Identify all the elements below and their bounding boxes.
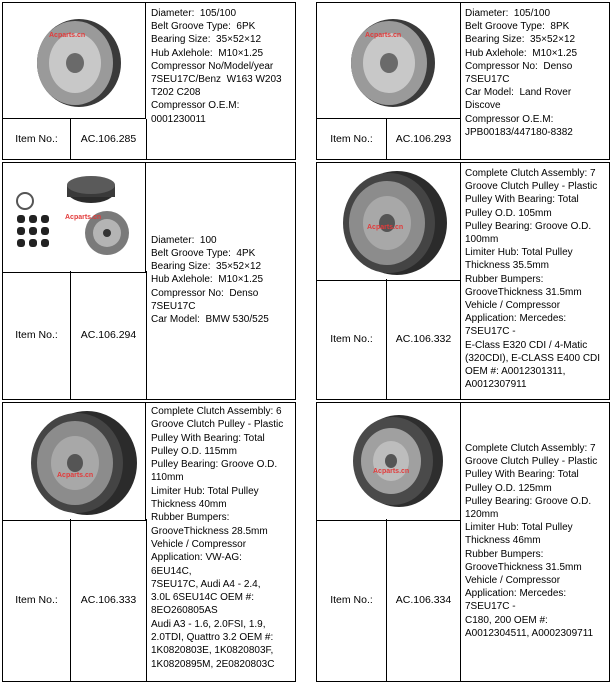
product-image-3 (3, 163, 146, 273)
spec-line: 7SEU17C (465, 74, 510, 86)
item-no-label: Item No.: (3, 519, 71, 681)
spec-line: Bearing Size: 35×52×12 (465, 34, 576, 46)
spec-line: Application: Mercedes: (465, 588, 567, 600)
spec-description (461, 163, 609, 399)
spec-line: GrooveThickness 28.5mm (151, 525, 268, 537)
spec-line: Pulley With Bearing: Total (465, 469, 579, 481)
spec-line: 1K0820895M, 2E0820803C (151, 658, 275, 670)
spec-line: Vehicle / Compressor (465, 300, 561, 312)
watermark-text: Acparts.cn (373, 468, 410, 475)
spec-line: Rubber Bumpers: (151, 512, 230, 524)
product-image-2 (317, 3, 461, 119)
watermark-text: Acparts.cn (65, 214, 102, 221)
spec-line: Limiter Hub: Total Pulley (151, 485, 259, 497)
spec-line: Rubber Bumpers: (465, 273, 544, 285)
spec-line: Compressor No: Denso (151, 287, 259, 299)
watermark-text: Acparts.cn (365, 32, 402, 39)
item-no-value: AC.106.294 (71, 271, 147, 399)
spec-line: Groove Clutch Pulley - Plastic (151, 419, 284, 431)
spec-line: 3.0L 6SEU14C OEM #: (151, 592, 255, 604)
spec-line: Pulley With Bearing: Total (465, 194, 579, 206)
spec-line: E-Class E320 CDI / 4-Matic (465, 339, 588, 351)
spec-line: Belt Groove Type: 8PK (465, 21, 570, 33)
item-no-value: AC.106.334 (387, 519, 461, 681)
product-image-4 (317, 163, 461, 281)
product-card-3 (2, 162, 296, 400)
spec-line: GrooveThickness 31.5mm (465, 561, 582, 573)
item-no-label: Item No.: (3, 119, 71, 159)
spec-line: Bearing Size: 35×52×12 (151, 34, 262, 46)
item-no-value: AC.106.332 (387, 279, 461, 399)
spec-line: Hub Axlehole: M10×1.25 (151, 47, 264, 59)
spec-line: Compressor O.E.M: (465, 113, 554, 125)
spec-line: 1K0820803E, 1K0820803F, (151, 645, 274, 657)
spec-line: Application: Mercedes: (465, 313, 567, 325)
spec-description (461, 3, 609, 159)
spec-line: Thickness 40mm (151, 499, 227, 511)
spec-line: JPB00183/447180-8382 (465, 126, 573, 138)
item-no-value: AC.106.293 (387, 119, 461, 159)
spec-line: Belt Groove Type: 6PK (151, 21, 256, 33)
spec-line: Rubber Bumpers: (465, 548, 544, 560)
spec-line: Compressor O.E.M: (151, 100, 240, 112)
item-no-label: Item No.: (3, 271, 71, 399)
product-card-2 (316, 2, 610, 160)
spec-description (461, 403, 609, 681)
product-card-6 (316, 402, 610, 682)
product-card-1 (2, 2, 296, 160)
spec-line: Thickness 46mm (465, 535, 541, 547)
product-image-5 (3, 403, 146, 521)
spec-line: Vehicle / Compressor (465, 575, 561, 586)
spec-line: Pulley Bearing: Groove O.D. (465, 220, 592, 232)
spec-line: 7SEU17C - (465, 601, 516, 613)
clutch-kit-icon (3, 163, 146, 273)
spec-line: Thickness 35.5mm (465, 260, 549, 272)
spec-line: Diameter: 105/100 (151, 8, 237, 19)
spec-line: 100mm (465, 234, 499, 246)
spec-line: C180, 200 OEM #: (465, 614, 548, 626)
spec-description (147, 163, 295, 399)
spec-line: Belt Groove Type: 4PK (151, 247, 256, 259)
spec-line: 120mm (465, 508, 499, 520)
clutch-pulley-icon (3, 403, 146, 521)
spec-line: A0012307911 (465, 379, 527, 391)
spec-line: T202 C208 (151, 87, 201, 99)
item-no-value: AC.106.285 (71, 119, 147, 159)
spec-line: Pulley O.D. 105mm (465, 207, 552, 219)
spec-line: Complete Clutch Assembly: 6 (151, 406, 282, 417)
watermark-text: Acparts.cn (49, 32, 86, 39)
spec-line: Diameter: 105/100 (465, 8, 551, 19)
spec-line: Limiter Hub: Total Pulley (465, 247, 573, 259)
spec-line: Complete Clutch Assembly: 7 (465, 442, 596, 454)
item-no-label: Item No.: (317, 519, 387, 681)
spec-line: 7SEU17C/Benz W163 W203 (151, 74, 282, 86)
item-no-label: Item No.: (317, 119, 387, 159)
spec-line: Application: VW-AG: (151, 552, 242, 564)
spec-line: A0012304511, A0002309711 (465, 627, 594, 639)
clutch-pulley-icon (317, 403, 461, 521)
spec-line: Hub Axlehole: M10×1.25 (465, 47, 578, 59)
spec-line: 7SEU17C (151, 300, 196, 312)
spec-line: Bearing Size: 35×52×12 (151, 261, 262, 273)
clutch-pulley-icon (3, 3, 146, 119)
product-image-1 (3, 3, 146, 119)
spec-line: Pulley Bearing: Groove O.D. (151, 459, 278, 471)
watermark-text: Acparts.cn (367, 224, 404, 231)
spec-line: Diameter: 100 (151, 234, 217, 246)
spec-line: 8EO260805AS (151, 605, 218, 617)
spec-line: Groove Clutch Pulley - Plastic (465, 456, 598, 468)
spec-line: Pulley Bearing: Groove O.D. (465, 495, 592, 507)
spec-description (147, 3, 295, 159)
spec-line: Audi A3 - 1.6, 2.0FSI, 1.9, (151, 618, 266, 630)
spec-line: Compressor No: Denso (465, 60, 573, 72)
spec-line: Groove Clutch Pulley - Plastic (465, 181, 598, 193)
spec-line: (320CDI), E-CLASS E400 CDI (465, 352, 601, 364)
spec-line: 110mm (151, 472, 184, 484)
spec-line: Car Model: Land Rover (465, 87, 572, 99)
spec-line: 6EU14C, (151, 565, 192, 577)
spec-line: OEM #: A0012301311, (465, 366, 566, 378)
spec-line: Vehicle / Compressor (151, 538, 247, 550)
spec-line: 7SEU17C, Audi A4 - 2.4, (151, 578, 261, 590)
clutch-pulley-icon (317, 163, 461, 281)
product-card-4 (316, 162, 610, 400)
spec-line: 2.0TDI, Quattro 3.2 OEM #: (151, 632, 274, 644)
item-no-value: AC.106.333 (71, 519, 147, 681)
spec-line: Hub Axlehole: M10×1.25 (151, 274, 264, 286)
spec-line: 0001230011 (151, 113, 206, 125)
watermark-text: Acparts.cn (57, 472, 94, 479)
spec-line: Pulley With Bearing: Total (151, 432, 265, 444)
spec-line: Pulley O.D. 115mm (151, 445, 237, 457)
spec-line: GrooveThickness 31.5mm (465, 286, 582, 298)
product-card-5 (2, 402, 296, 682)
spec-line: Complete Clutch Assembly: 7 (465, 168, 596, 179)
clutch-pulley-icon (317, 3, 461, 119)
spec-line: Compressor No/Model/year (151, 60, 274, 72)
spec-line: Discove (465, 100, 501, 112)
item-no-label: Item No.: (317, 279, 387, 399)
product-image-6 (317, 403, 461, 521)
spec-line: Pulley O.D. 125mm (465, 482, 552, 494)
spec-line: Car Model: BMW 530/525 (151, 314, 269, 325)
spec-description (147, 403, 295, 681)
spec-line: Limiter Hub: Total Pulley (465, 522, 573, 534)
spec-line: 7SEU17C - (465, 326, 516, 338)
